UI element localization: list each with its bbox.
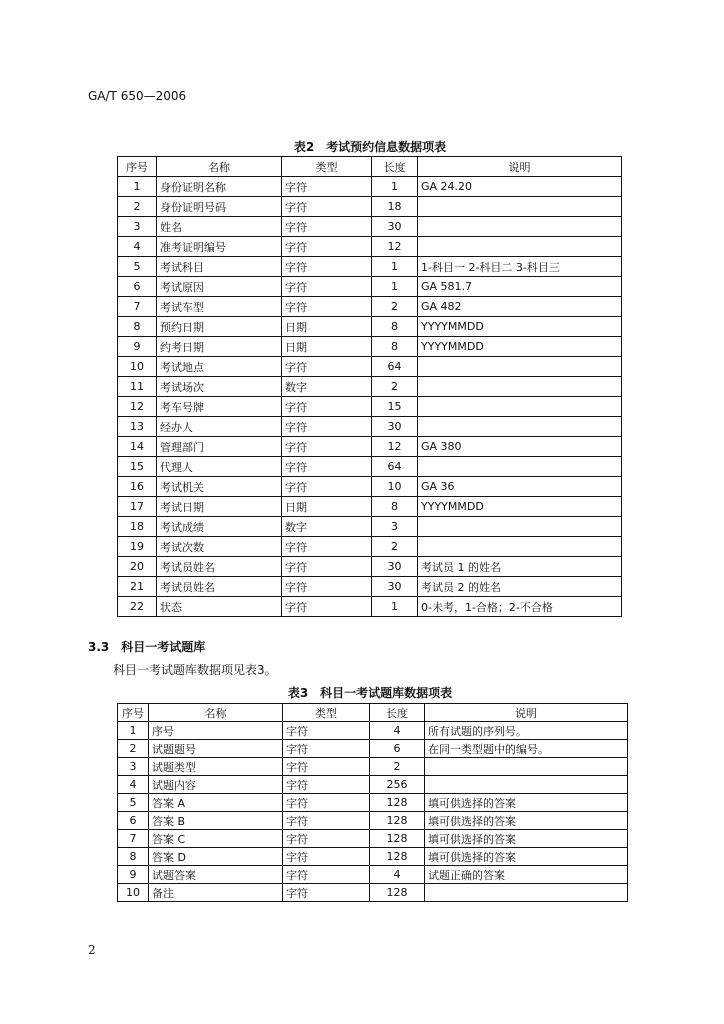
table-row	[118, 794, 628, 812]
cell-type: 字符	[282, 357, 372, 377]
document-code: GA/T 650—2006	[88, 89, 187, 103]
table-row	[118, 517, 622, 537]
table2-body	[118, 177, 622, 617]
cell-desc: 1-科目一 2-科目二 3-科目三	[418, 257, 622, 277]
cell-desc	[418, 237, 622, 257]
cell-length: 3	[372, 517, 418, 537]
cell-name: 状态	[157, 597, 282, 617]
cell-length: 30	[372, 577, 418, 597]
cell-type: 字符	[283, 794, 370, 812]
cell-length: 256	[370, 776, 425, 794]
cell-name: 考试机关	[157, 477, 282, 497]
cell-no: 9	[118, 337, 157, 357]
cell-desc: 填可供选择的答案	[425, 830, 628, 848]
cell-name: 考试员姓名	[157, 557, 282, 577]
cell-name: 准考证明编号	[157, 237, 282, 257]
cell-type: 数字	[282, 517, 372, 537]
cell-desc: GA 482	[418, 297, 622, 317]
table2-header-no: 序号	[118, 157, 157, 177]
table-row	[118, 830, 628, 848]
cell-desc: 填可供选择的答案	[425, 848, 628, 866]
cell-type: 字符	[282, 217, 372, 237]
cell-desc	[418, 457, 622, 477]
cell-no: 15	[118, 457, 157, 477]
table2-header-desc: 说明	[418, 157, 622, 177]
table2-title: 表2 考试预约信息数据项表	[293, 140, 447, 154]
cell-no: 14	[118, 437, 157, 457]
cell-name: 考试日期	[157, 497, 282, 517]
table2-header-length: 长度	[372, 157, 418, 177]
cell-desc: 0-未考，1-合格；2-不合格	[418, 597, 622, 617]
table-row	[118, 722, 628, 740]
table-row	[118, 397, 622, 417]
cell-name: 考试次数	[157, 537, 282, 557]
table-row	[118, 884, 628, 902]
table-row	[118, 297, 622, 317]
cell-length: 128	[370, 794, 425, 812]
cell-length: 128	[370, 812, 425, 830]
cell-length: 4	[370, 866, 425, 884]
cell-name: 管理部门	[157, 437, 282, 457]
table3	[117, 703, 628, 902]
cell-desc	[418, 517, 622, 537]
cell-type: 字符	[283, 776, 370, 794]
cell-name: 考试场次	[157, 377, 282, 397]
cell-desc	[418, 357, 622, 377]
cell-name: 答案 D	[149, 848, 283, 866]
cell-name: 代理人	[157, 457, 282, 477]
cell-no: 5	[118, 257, 157, 277]
table2-header-type: 类型	[282, 157, 372, 177]
cell-length: 128	[370, 830, 425, 848]
cell-no: 8	[118, 317, 157, 337]
cell-desc	[425, 776, 628, 794]
cell-name: 经办人	[157, 417, 282, 437]
table-row	[118, 317, 622, 337]
table-row	[118, 577, 622, 597]
cell-length: 12	[372, 437, 418, 457]
cell-name: 答案 B	[149, 812, 283, 830]
cell-length: 15	[372, 397, 418, 417]
cell-length: 6	[370, 740, 425, 758]
cell-name: 试题答案	[149, 866, 283, 884]
cell-type: 数字	[282, 377, 372, 397]
cell-type: 字符	[282, 457, 372, 477]
cell-length: 30	[372, 417, 418, 437]
cell-desc: 考试员 2 的姓名	[418, 577, 622, 597]
cell-desc: 在同一类型题中的编号。	[425, 740, 628, 758]
table-row	[118, 357, 622, 377]
cell-name: 姓名	[157, 217, 282, 237]
cell-length: 30	[372, 217, 418, 237]
cell-length: 128	[370, 884, 425, 902]
table-row	[118, 812, 628, 830]
cell-name: 考试员姓名	[157, 577, 282, 597]
cell-length: 12	[372, 237, 418, 257]
cell-name: 试题类型	[149, 758, 283, 776]
cell-desc: 填可供选择的答案	[425, 794, 628, 812]
cell-desc: GA 24.20	[418, 177, 622, 197]
table3-header-no: 序号	[118, 704, 149, 722]
table-row	[118, 758, 628, 776]
cell-type: 字符	[282, 257, 372, 277]
cell-length: 8	[372, 337, 418, 357]
cell-desc: 试题正确的答案	[425, 866, 628, 884]
table-row	[118, 337, 622, 357]
cell-type: 字符	[283, 848, 370, 866]
cell-type: 字符	[282, 477, 372, 497]
table3-title: 表3 科目一考试题库数据项表	[287, 686, 453, 700]
cell-no: 3	[118, 217, 157, 237]
cell-type: 字符	[282, 597, 372, 617]
cell-type: 字符	[282, 577, 372, 597]
cell-no: 6	[118, 812, 149, 830]
cell-length: 1	[372, 597, 418, 617]
cell-desc: YYYYMMDD	[418, 317, 622, 337]
cell-type: 日期	[282, 317, 372, 337]
cell-name: 考试成绩	[157, 517, 282, 537]
cell-length: 1	[372, 177, 418, 197]
cell-length: 8	[372, 317, 418, 337]
cell-no: 1	[118, 722, 149, 740]
cell-name: 身份证明名称	[157, 177, 282, 197]
table-row	[118, 848, 628, 866]
table-row	[118, 377, 622, 397]
table-row	[118, 237, 622, 257]
cell-desc: YYYYMMDD	[418, 337, 622, 357]
cell-type: 字符	[282, 557, 372, 577]
cell-length: 64	[372, 357, 418, 377]
cell-desc	[418, 417, 622, 437]
table2-header-name: 名称	[157, 157, 282, 177]
cell-name: 考试原因	[157, 277, 282, 297]
cell-type: 字符	[282, 297, 372, 317]
table-row	[118, 597, 622, 617]
cell-type: 字符	[283, 740, 370, 758]
cell-name: 考试科目	[157, 257, 282, 277]
cell-no: 18	[118, 517, 157, 537]
table-row	[118, 437, 622, 457]
table-row	[118, 257, 622, 277]
cell-desc	[418, 377, 622, 397]
cell-type: 字符	[282, 417, 372, 437]
table3-header-row	[118, 704, 628, 722]
cell-desc: 考试员 1 的姓名	[418, 557, 622, 577]
cell-name: 身份证明号码	[157, 197, 282, 217]
cell-no: 8	[118, 848, 149, 866]
cell-no: 10	[118, 357, 157, 377]
cell-no: 20	[118, 557, 157, 577]
cell-no: 11	[118, 377, 157, 397]
cell-no: 6	[118, 277, 157, 297]
cell-no: 9	[118, 866, 149, 884]
cell-desc: 填可供选择的答案	[425, 812, 628, 830]
cell-name: 预约日期	[157, 317, 282, 337]
cell-length: 2	[372, 537, 418, 557]
cell-no: 4	[118, 237, 157, 257]
cell-length: 2	[372, 297, 418, 317]
cell-no: 17	[118, 497, 157, 517]
cell-length: 64	[372, 457, 418, 477]
section-heading: 3.3 科目一考试题库	[88, 640, 206, 654]
table-row	[118, 866, 628, 884]
table3-body	[118, 722, 628, 902]
cell-name: 约考日期	[157, 337, 282, 357]
cell-type: 字符	[282, 237, 372, 257]
cell-type: 字符	[283, 722, 370, 740]
cell-length: 128	[370, 848, 425, 866]
table3-header-name: 名称	[149, 704, 283, 722]
cell-no: 12	[118, 397, 157, 417]
table3-header-type: 类型	[283, 704, 370, 722]
cell-type: 字符	[283, 812, 370, 830]
table-row	[118, 217, 622, 237]
cell-name: 考车号牌	[157, 397, 282, 417]
cell-length: 1	[372, 257, 418, 277]
table-row	[118, 740, 628, 758]
cell-desc	[418, 537, 622, 557]
cell-length: 10	[372, 477, 418, 497]
cell-type: 日期	[282, 497, 372, 517]
cell-length: 4	[370, 722, 425, 740]
cell-no: 7	[118, 830, 149, 848]
cell-name: 答案 A	[149, 794, 283, 812]
table-row	[118, 557, 622, 577]
cell-name: 考试地点	[157, 357, 282, 377]
cell-name: 试题内容	[149, 776, 283, 794]
table-row	[118, 197, 622, 217]
cell-type: 字符	[283, 830, 370, 848]
table-row	[118, 537, 622, 557]
table-row	[118, 776, 628, 794]
cell-no: 16	[118, 477, 157, 497]
cell-no: 3	[118, 758, 149, 776]
cell-name: 试题题号	[149, 740, 283, 758]
cell-type: 字符	[282, 437, 372, 457]
cell-name: 备注	[149, 884, 283, 902]
cell-length: 2	[370, 758, 425, 776]
cell-no: 7	[118, 297, 157, 317]
cell-type: 字符	[282, 277, 372, 297]
table2	[117, 156, 622, 617]
table2-header-row	[118, 157, 622, 177]
cell-type: 日期	[282, 337, 372, 357]
cell-desc	[425, 758, 628, 776]
cell-desc: GA 36	[418, 477, 622, 497]
cell-desc: GA 581.7	[418, 277, 622, 297]
cell-no: 2	[118, 197, 157, 217]
cell-no: 19	[118, 537, 157, 557]
cell-desc: GA 380	[418, 437, 622, 457]
cell-no: 21	[118, 577, 157, 597]
cell-no: 10	[118, 884, 149, 902]
cell-name: 答案 C	[149, 830, 283, 848]
cell-no: 13	[118, 417, 157, 437]
cell-length: 8	[372, 497, 418, 517]
cell-no: 4	[118, 776, 149, 794]
cell-desc	[418, 217, 622, 237]
cell-desc: YYYYMMDD	[418, 497, 622, 517]
cell-no: 1	[118, 177, 157, 197]
cell-length: 18	[372, 197, 418, 217]
cell-type: 字符	[282, 177, 372, 197]
cell-no: 22	[118, 597, 157, 617]
table-row	[118, 457, 622, 477]
cell-type: 字符	[283, 866, 370, 884]
cell-type: 字符	[282, 397, 372, 417]
table-row	[118, 417, 622, 437]
table3-header-length: 长度	[370, 704, 425, 722]
page-number: 2	[88, 943, 96, 957]
cell-desc: 所有试题的序列号。	[425, 722, 628, 740]
cell-length: 2	[372, 377, 418, 397]
cell-no: 5	[118, 794, 149, 812]
cell-name: 序号	[149, 722, 283, 740]
cell-no: 2	[118, 740, 149, 758]
cell-name: 考试车型	[157, 297, 282, 317]
section-text: 科目一考试题库数据项见表3。	[113, 663, 277, 677]
cell-desc	[425, 884, 628, 902]
cell-type: 字符	[282, 537, 372, 557]
cell-type: 字符	[283, 884, 370, 902]
table-row	[118, 277, 622, 297]
cell-desc	[418, 397, 622, 417]
table3-header-desc: 说明	[425, 704, 628, 722]
cell-type: 字符	[283, 758, 370, 776]
cell-length: 30	[372, 557, 418, 577]
table-row	[118, 497, 622, 517]
table-row	[118, 477, 622, 497]
cell-desc	[418, 197, 622, 217]
cell-type: 字符	[282, 197, 372, 217]
cell-length: 1	[372, 277, 418, 297]
table-row	[118, 177, 622, 197]
